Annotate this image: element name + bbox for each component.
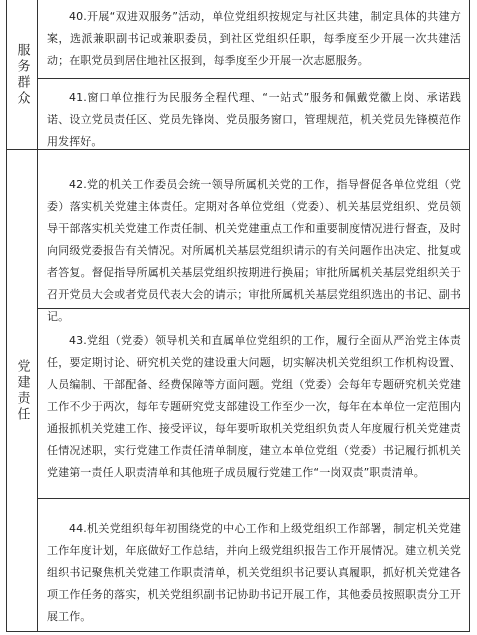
item-42: 42.党的机关工作委员会统一领导所属机关党的工作，指导督促各单位党组（党委）落实机关党建主体责任。定期对各单位党组（党委）、机关基层党组织、党员领导干部落实机关党建工作责任制、机关党建重点工作和重要制度情况进行督查，及时向同级党委报告有关情况。对所属机关基层党组织请示的有关问题作出决定、批复或者答复。督促指导所属机关基层党组织按期进行换届；审批所属机关基层党组织关于召开党员大会或者党员代表大会的请示；审批所属机关基层党组织选出的书记、副书记。 [47, 178, 461, 323]
item-40: 40.开展“双进双服务”活动，单位党组织按规定与社区共建，制定具体的共建方案，选派兼职副书记或兼职委员，到社区党组织任职，每季度至少开展一次共建活动；在职党员到居住地社区报到，每季度至少开展一次志愿服务。 [47, 10, 461, 67]
row-separator [37, 78, 469, 79]
category-label-service: 服务群众 [14, 42, 30, 107]
row-separator [37, 308, 469, 309]
item-44: 44.机关党组织每年初围绕党的中心工作和上级党组织工作部署，制定机关党建工作年度计划，年底做好工作总结，并向上级党组织报告工作开展情况。建立机关党组织书记聚焦机关党建工作职责清单，机关党组织书记要认真履职，抓好机关党建各项工作任务的落实，机关党组织副书记协助书记开展工作，其他委员按照职责分工开展工作。 [47, 522, 461, 623]
row-separator [37, 498, 469, 499]
category-label-party: 党建责任 [14, 358, 30, 423]
item-43: 43.党组（党委）领导机关和直属单位党组织的工作，履行全面从严治党主体责任，要定期讨论、研究机关党的建设重大问题，切实解决机关党组织工作机构设置、人员编制、干部配备、经费保障等方面问题。党组（党委）会每年专题研究机关党建工作不少于两次，每年专题研究党支部建设工作至少一次，每年在本单位一定范围内通报抓机关党建工作、接受评议，每年要听取机关党组织负责人年度履行机关党建责任情况述职，实行党建工作责任清单制度，建立本单位党组（党委）书记履行抓机关党建第一责任人职责清单和其他班子成员履行党建工作“一岗双责”职责清单。 [47, 334, 461, 479]
category-divider [37, 0, 38, 631]
responsibility-table [6, 0, 470, 632]
item-41: 41.窗口单位推行为民服务全程代理、“一站式”服务和佩戴党徽上岗、承诺践诺、设立党员责任区、党员先锋岗、党员服务窗口，管理规范，机关党员先锋模范作用发挥好。 [47, 91, 461, 148]
